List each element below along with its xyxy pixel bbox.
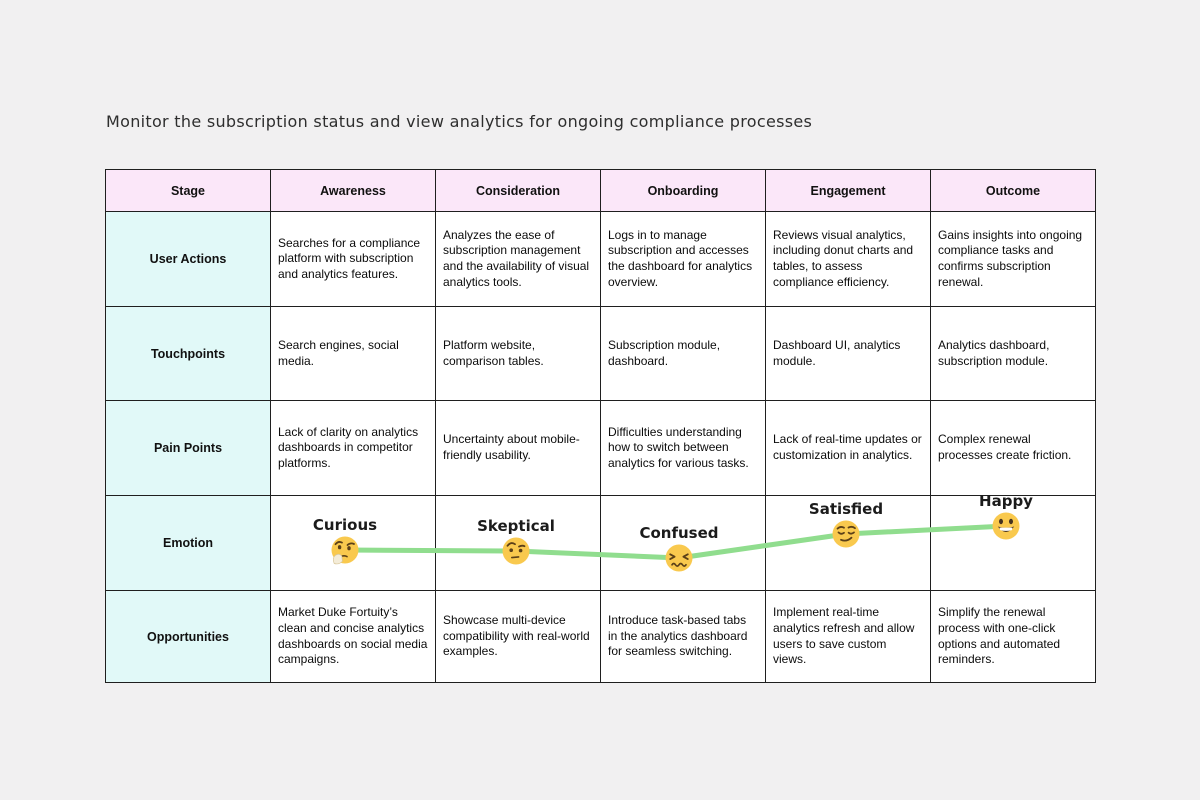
- journey-cell: Dashboard UI, analytics module.: [766, 307, 931, 401]
- emotion-cell: [766, 496, 931, 591]
- column-header-outcome: Outcome: [931, 170, 1096, 212]
- journey-cell: Gains insights into ongoing compliance tasks and confirms subscription renewal.: [931, 212, 1096, 307]
- journey-cell: Lack of real-time updates or customization in analytics.: [766, 401, 931, 496]
- emotion-label: Skeptical: [477, 517, 555, 535]
- journey-cell: Implement real-time analytics refresh and allow users to save custom views.: [766, 591, 931, 683]
- journey-cell: Logs in to manage subscription and accesses the dashboard for analytics overview.: [601, 212, 766, 307]
- journey-cell: Difficulties understanding how to switch between analytics for various tasks.: [601, 401, 766, 496]
- column-header-engagement: Engagement: [766, 170, 931, 212]
- journey-cell: Analytics dashboard, subscription module.: [931, 307, 1096, 401]
- row-label-user-actions: User Actions: [106, 212, 271, 307]
- journey-cell: Analyzes the ease of subscription management and the availability of visual analytics tools.: [436, 212, 601, 307]
- row-label-pain-points: Pain Points: [106, 401, 271, 496]
- header-row: [106, 170, 1096, 212]
- row-touchpoints: [106, 307, 1096, 401]
- journey-cell: Subscription module, dashboard.: [601, 307, 766, 401]
- journey-cell: Search engines, social media.: [271, 307, 436, 401]
- journey-table: [105, 169, 1096, 683]
- emotion-cell: [271, 496, 436, 591]
- row-user-actions: [106, 212, 1096, 307]
- emotion-cell: [436, 496, 601, 591]
- column-header-stage: Stage: [106, 170, 271, 212]
- journey-cell: Reviews visual analytics, including donut charts and tables, to assess compliance efficiency.: [766, 212, 931, 307]
- column-header-onboarding: Onboarding: [601, 170, 766, 212]
- emotion-label: Happy: [979, 492, 1033, 510]
- row-opportunities: [106, 591, 1096, 683]
- journey-cell: Market Duke Fortuity’s clean and concise analytics dashboards on social media campaigns.: [271, 591, 436, 683]
- row-label-opportunities: Opportunities: [106, 591, 271, 683]
- emotion-label: Satisfied: [808, 500, 884, 518]
- column-header-awareness: Awareness: [271, 170, 436, 212]
- journey-cell: Simplify the renewal process with one-click options and automated reminders.: [931, 591, 1096, 683]
- journey-cell: Complex renewal processes create friction.: [931, 401, 1096, 496]
- row-pain-points: [106, 401, 1096, 496]
- journey-cell: Uncertainty about mobile-friendly usability.: [436, 401, 601, 496]
- journey-cell: Platform website, comparison tables.: [436, 307, 601, 401]
- journey-cell: Searches for a compliance platform with subscription and analytics features.: [271, 212, 436, 307]
- row-emotion: [106, 496, 1096, 591]
- journey-cell: Introduce task-based tabs in the analytics dashboard for seamless switching.: [601, 591, 766, 683]
- row-label-emotion: Emotion: [106, 496, 271, 591]
- journey-map: [105, 169, 1096, 683]
- page-title: Monitor the subscription status and view analytics for ongoing compliance processes: [106, 112, 813, 131]
- emotion-label: Curious: [312, 516, 378, 534]
- column-header-consideration: Consideration: [436, 170, 601, 212]
- emotion-cell: [931, 496, 1096, 591]
- row-label-touchpoints: Touchpoints: [106, 307, 271, 401]
- journey-cell: Showcase multi-device compatibility with real-world examples.: [436, 591, 601, 683]
- emotion-cell: [601, 496, 766, 591]
- emotion-label: Confused: [639, 524, 719, 542]
- journey-cell: Lack of clarity on analytics dashboards in competitor platforms.: [271, 401, 436, 496]
